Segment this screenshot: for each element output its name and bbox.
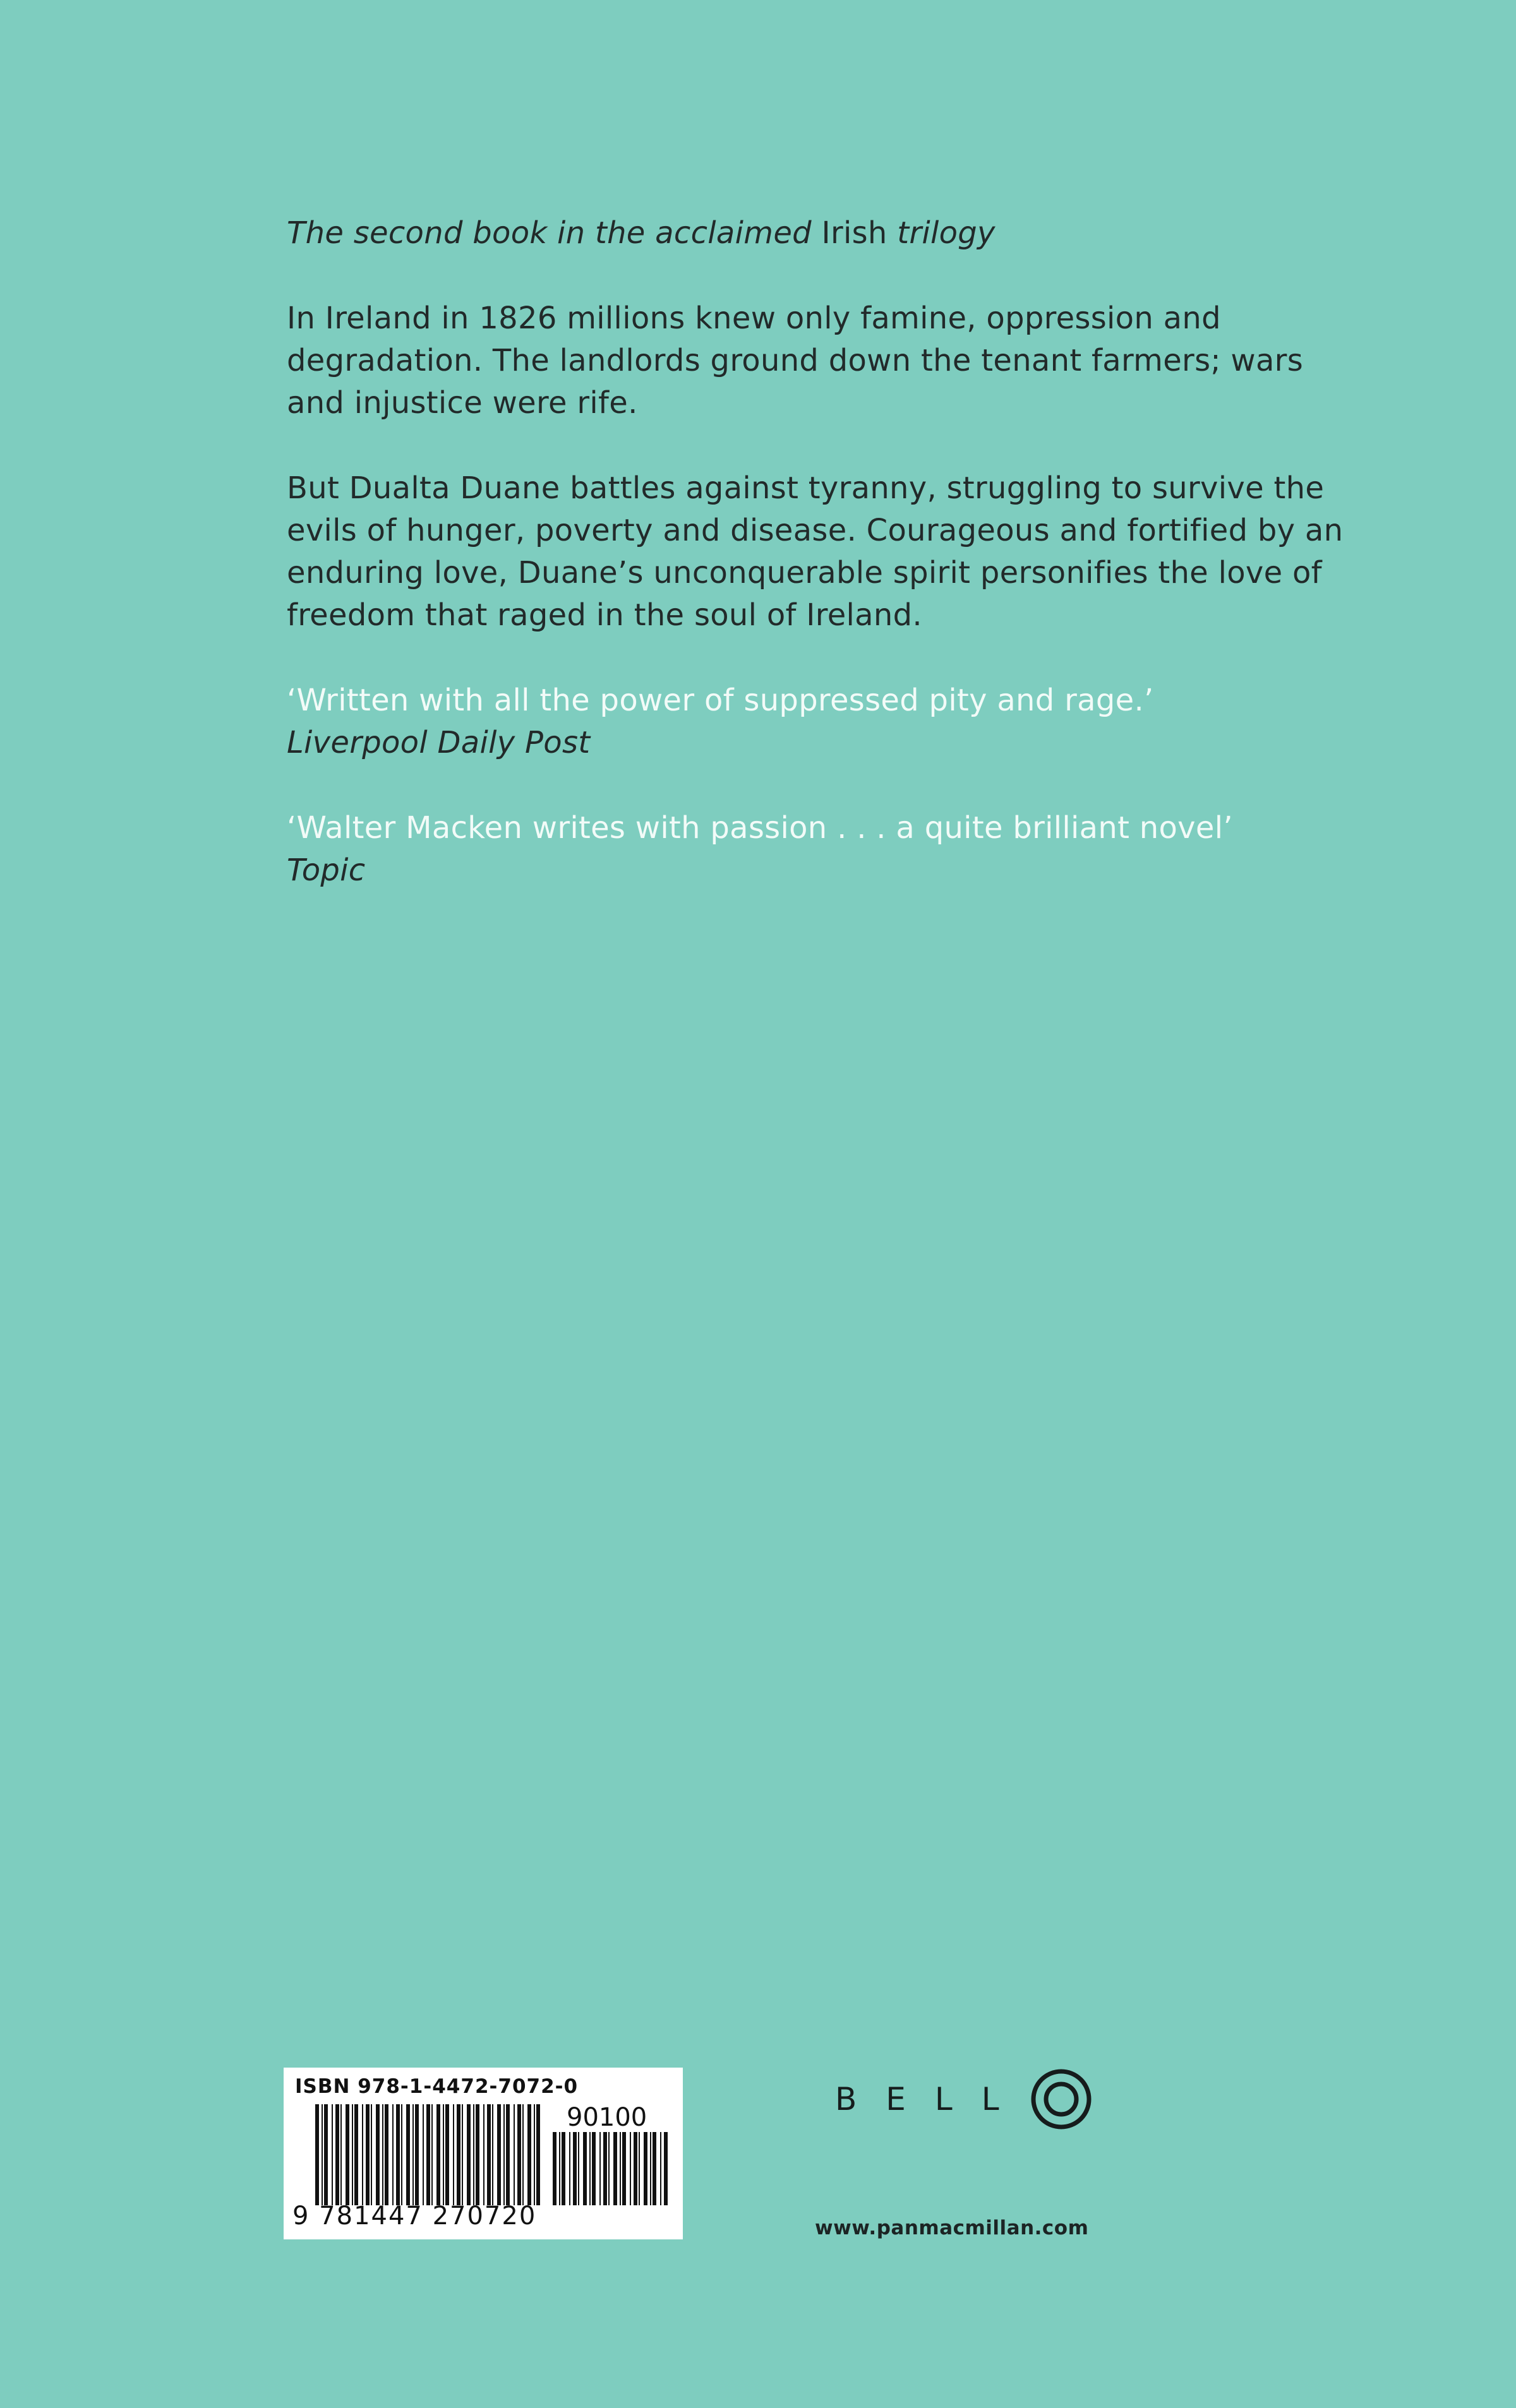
barcode-bar	[332, 2104, 333, 2205]
review-quote-1	[287, 680, 1361, 764]
barcode-bar	[401, 2104, 402, 2205]
barcode-bar	[396, 2104, 400, 2205]
tagline-part3: trilogy	[887, 215, 996, 251]
barcode-bar	[352, 2104, 353, 2205]
barcode-bar	[503, 2104, 505, 2205]
review-quote-text: ‘Walter Macken writes with passion . . . a quite brilliant novel’	[287, 810, 1233, 846]
logo-letters: BELL	[835, 2081, 1028, 2117]
barcode-bar	[634, 2132, 637, 2205]
price-code: 90100	[567, 2103, 647, 2132]
barcode-bar	[324, 2104, 328, 2205]
blurb-paragraph-1: In Ireland in 1826 millions knew only famine, oppression and degradation. The landlords ground down the tenant farmers; wars and injustice were rife.	[287, 301, 1304, 421]
barcode-bar	[483, 2104, 484, 2205]
tagline	[287, 212, 1361, 255]
barcode-bar	[644, 2132, 647, 2205]
barcode-bar	[497, 2104, 501, 2205]
barcode-bar	[362, 2104, 363, 2205]
barcode-bar	[534, 2104, 535, 2205]
barcode-bar	[457, 2104, 460, 2205]
barcode-bar	[559, 2132, 560, 2205]
barcode-bar	[467, 2104, 471, 2205]
barcode-bar	[603, 2132, 607, 2205]
barcode-bar	[622, 2132, 626, 2205]
barcode-bar	[473, 2104, 474, 2205]
barcode-bar	[406, 2104, 410, 2205]
barcode-bar	[443, 2104, 444, 2205]
barcode-bar	[436, 2104, 440, 2205]
barcode-bar	[354, 2104, 358, 2205]
barcode-bar	[599, 2132, 601, 2205]
barcode-bar	[506, 2104, 510, 2205]
barcode-bar	[578, 2132, 579, 2205]
barcode-bar	[620, 2132, 621, 2205]
barcode-bar	[415, 2104, 419, 2205]
barcode-bar	[522, 2104, 524, 2205]
isbn-label: ISBN 978-1-4472-7072-0	[295, 2075, 579, 2098]
barcode-bar	[536, 2104, 540, 2205]
isbn-barcode	[284, 2068, 683, 2239]
barcode-bar	[371, 2104, 372, 2205]
barcode-bar	[653, 2132, 656, 2205]
barcode-bar	[322, 2104, 323, 2205]
barcode-bar	[589, 2132, 591, 2205]
logo-circle-o-icon	[1030, 2068, 1093, 2131]
barcode-bar	[613, 2132, 617, 2205]
barcode-bar	[664, 2132, 668, 2205]
barcode-bar	[553, 2132, 556, 2205]
barcode-bar	[376, 2104, 380, 2205]
barcode-bar	[562, 2132, 565, 2205]
barcode-bar	[514, 2104, 515, 2205]
barcode-bar	[426, 2104, 430, 2205]
barcode-bar	[583, 2132, 587, 2205]
barcode-bar	[445, 2104, 449, 2205]
barcode-bar	[650, 2132, 651, 2205]
review-quote-source: Liverpool Daily Post	[287, 725, 591, 760]
publisher-website: www.panmacmillan.com	[815, 2217, 1089, 2239]
barcode-bar	[366, 2104, 370, 2205]
review-quote-text: ‘Written with all the power of suppressed pity and rage.’	[287, 683, 1154, 718]
tagline-series-name: Irish	[821, 215, 887, 251]
barcode-bar	[527, 2104, 531, 2205]
ean-bars	[315, 2104, 546, 2205]
barcode-bar	[423, 2104, 424, 2205]
barcode-bar	[487, 2104, 491, 2205]
barcode-bar	[335, 2104, 339, 2205]
barcode-bar	[453, 2104, 454, 2205]
blurb-paragraph-2: But Dualta Duane battles against tyranny, struggling to survive the evils of hunger, poverty and disease. Courageous and fortified by an enduring love, Duane’s unconquerable spirit personifies the love of freedom that raged in the soul of Ireland.	[287, 470, 1344, 633]
barcode-bar	[592, 2132, 596, 2205]
tagline-part1: The second book in the acclaimed	[287, 215, 822, 251]
barcode-bar	[573, 2132, 577, 2205]
barcode-bar	[382, 2104, 383, 2205]
barcode-bar	[392, 2104, 394, 2205]
bello-logo	[835, 2068, 1093, 2131]
barcode-bar	[315, 2104, 319, 2205]
ean-digits: 9 781447 270720	[292, 2201, 537, 2231]
barcode-bar	[412, 2104, 414, 2205]
barcode-bar	[517, 2104, 521, 2205]
barcode-bar	[639, 2132, 640, 2205]
barcode-bar	[385, 2104, 388, 2205]
review-quote-source: Topic	[287, 853, 366, 888]
barcode-bar	[630, 2132, 631, 2205]
barcode-bar	[346, 2104, 349, 2205]
barcode-bar	[608, 2132, 610, 2205]
barcode-bar	[431, 2104, 433, 2205]
barcode-bar	[476, 2104, 479, 2205]
barcode-bar	[492, 2104, 493, 2205]
barcode-bar	[462, 2104, 463, 2205]
addon-bars	[553, 2132, 671, 2205]
review-quote-2	[287, 807, 1361, 892]
barcode-bar	[569, 2132, 570, 2205]
back-cover-text	[287, 212, 1361, 935]
barcode-bar	[340, 2104, 342, 2205]
barcode-bar	[660, 2132, 661, 2205]
